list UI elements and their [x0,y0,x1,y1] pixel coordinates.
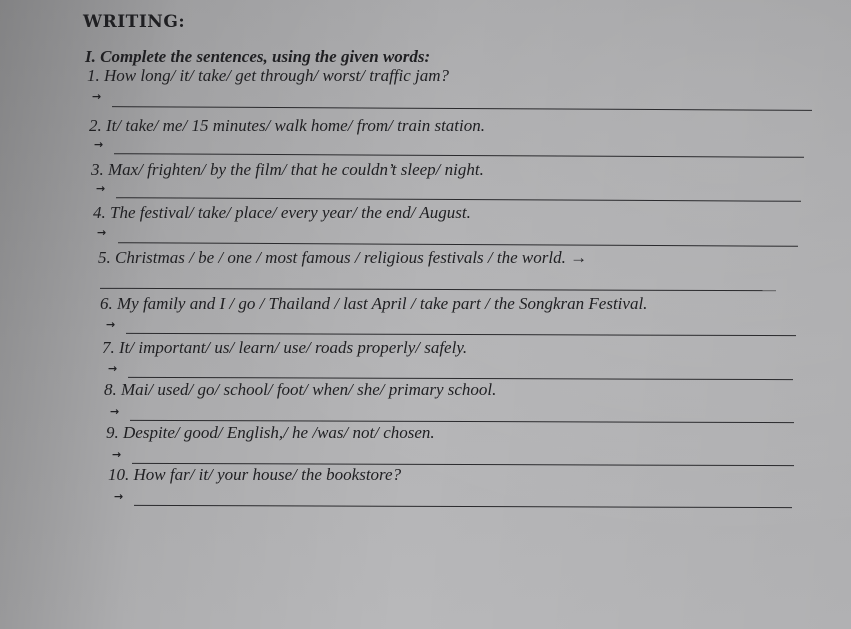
arrow-icon: → [114,490,124,503]
prompt-sentence-3: 3. Max/ frighten/ by the film/ that he couldn’t sleep/ night. [91,160,484,179]
arrow-icon: → [108,362,118,375]
answer-line-5[interactable] [100,288,776,291]
prompt-sentence-7: 7. It/ important/ us/ learn/ use/ roads properly/ safely. [102,338,468,357]
prompt-sentence-9: 9. Despite/ good/ English,/ he /was/ not/ chosen. [106,423,435,442]
section-heading: WRITING: [83,12,186,32]
prompt-sentence-10: 10. How far/ it/ your house/ the bookstore? [108,465,402,484]
answer-line-6[interactable] [126,333,796,336]
exercise-instruction: I. Complete the sentences, using the given words: [85,47,431,66]
answer-line-1[interactable] [112,106,812,111]
prompt-sentence-8: 8. Mai/ used/ go/ school/ foot/ when/ she/ primary school. [104,380,497,399]
prompt-sentence-2: 2. It/ take/ me/ 15 minutes/ walk home/ from/ train station. [89,116,486,135]
answer-line-10[interactable] [134,505,792,508]
prompt-sentence-5: 5. Christmas / be / one / most famous / religious festivals / the world. → [98,248,588,267]
arrow-icon: → [94,138,104,151]
arrow-icon: → [110,405,120,418]
prompt-sentence-1: 1. How long/ it/ take/ get through/ worst/ traffic jam? [87,66,450,85]
answer-line-3[interactable] [116,197,801,202]
prompt-sentence-4: 4. The festival/ take/ place/ every year/ the end/ August. [93,203,471,222]
arrow-icon: → [92,90,102,103]
answer-line-2[interactable] [114,153,804,158]
answer-line-4[interactable] [118,242,798,247]
prompt-sentence-6: 6. My family and I / go / Thailand / last April / take part / the Songkran Festival. [100,294,648,313]
arrow-icon: → [97,226,107,239]
arrow-icon: → [112,448,122,461]
arrow-icon: → [96,182,106,195]
arrow-icon: → [106,318,116,331]
